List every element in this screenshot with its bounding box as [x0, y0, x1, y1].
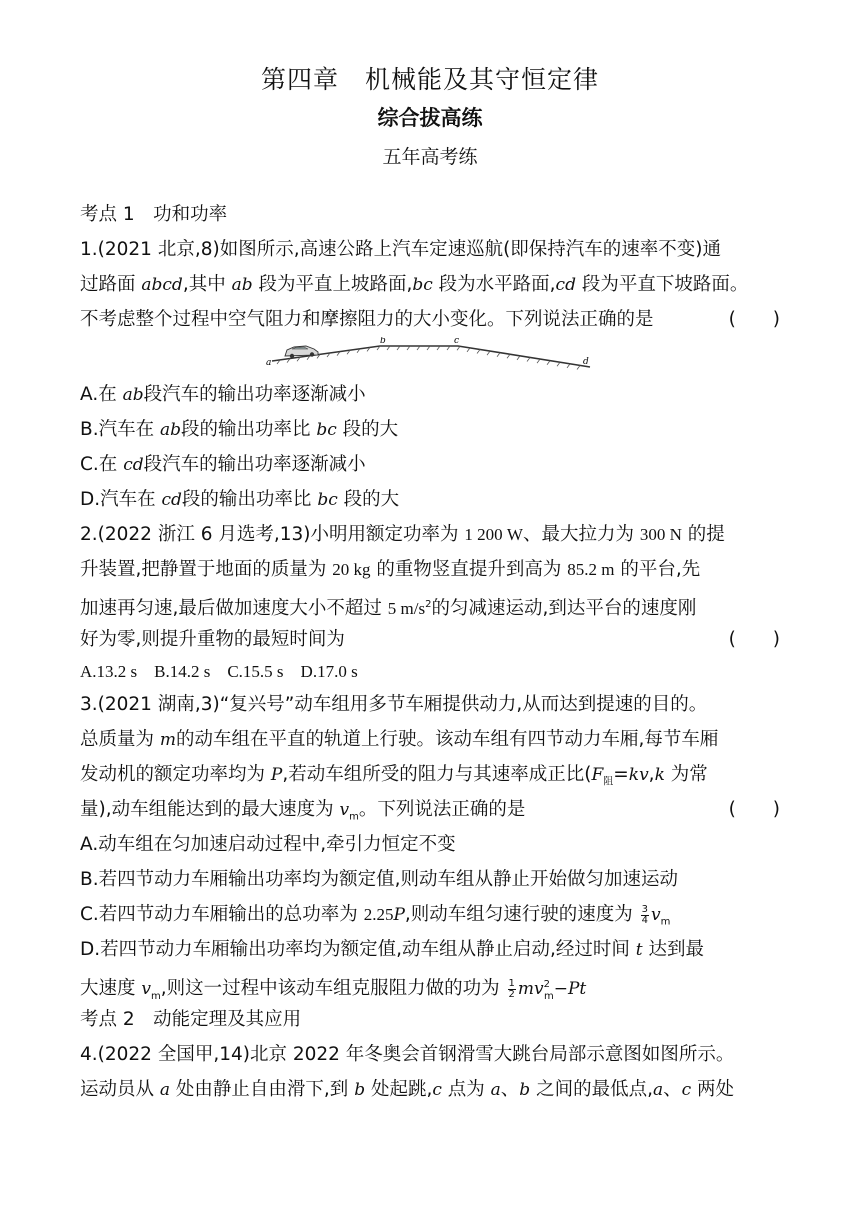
option-text: 段汽车的输出功率逐渐减小: [143, 384, 366, 405]
q2-value: 300 N: [639, 525, 682, 544]
q3-text: ,: [648, 764, 655, 785]
q2-sup: 2: [425, 599, 432, 610]
option-var: cd: [161, 490, 182, 510]
subsection-title: 五年高考练: [382, 146, 478, 168]
q4-text: 、: [500, 1079, 520, 1100]
option-text: 段的大: [336, 419, 399, 440]
q3-sub: m: [349, 811, 359, 823]
fraction-denominator: 2: [508, 988, 515, 1000]
q1-text: 段为水平路面,: [432, 274, 556, 295]
q4-text: 之间的最低点,: [530, 1079, 653, 1100]
q3-var: m: [159, 730, 177, 750]
q2-value: 1 200 W: [464, 525, 523, 544]
q3-option-b[interactable]: B.若四节动力车厢输出功率均为额定值,则动车组从静止开始做匀加速运动: [80, 869, 678, 890]
option-text: 大速度: [80, 978, 142, 1000]
q1-text: 段为平直下坡路面。: [575, 274, 749, 295]
option-text: D.若四节动力车厢输出功率均为额定值,动车组从静止启动,经过时间: [80, 939, 636, 960]
section-title: 综合拔高练: [377, 106, 483, 130]
q4-text: 两处: [691, 1079, 735, 1100]
q3-var: kv: [628, 765, 649, 785]
q1-line-2: [80, 267, 780, 302]
option-text: 段汽车的输出功率逐渐减小: [143, 454, 366, 475]
q1-var: bc: [412, 275, 433, 295]
q1-text: 不考虑整个过程中空气阻力和摩擦阻力的大小变化。下列说法正确的是: [80, 309, 654, 330]
road-surface: [272, 346, 590, 367]
fraction-denominator: 4: [641, 914, 649, 926]
option-var: ab: [159, 420, 181, 440]
q3-option-d-line-2[interactable]: [80, 967, 780, 1002]
q3-line-1: 3.(2021 湖南,3)“复兴号”动车组用多节车厢提供动力,从而达到提速的目的。: [80, 694, 708, 715]
point-b-label: b: [380, 337, 386, 346]
q4-var: a: [159, 1080, 171, 1100]
q3-text: 。下列说法正确的是: [358, 799, 526, 820]
q3-var: v: [339, 800, 350, 820]
q4-var: b: [519, 1080, 531, 1100]
q1-var: abcd: [141, 275, 183, 295]
q3-sub: 阻: [603, 776, 614, 788]
q1-line-1: 1.(2021 北京,8)如图所示,高速公路上汽车定速巡航(即保持汽车的速率不变)通: [80, 239, 722, 260]
q2-text: 升装置,把静置于地面的质量为: [80, 559, 333, 580]
q3-option-d-line-1[interactable]: [80, 932, 780, 967]
option-sup: 2: [543, 979, 550, 990]
q1-text: 段为平直上坡路面,: [252, 274, 413, 295]
q3-line-2: [80, 722, 780, 757]
q2-line-1: [80, 517, 780, 552]
option-text: A.在: [80, 384, 123, 405]
q3-var: k: [654, 765, 665, 785]
q2-value: 85.2 m: [567, 560, 615, 579]
q3-line-3: [80, 757, 780, 792]
q1-line-3: [80, 302, 780, 337]
q4-text: 点为: [441, 1079, 491, 1100]
option-var: ab: [122, 385, 144, 405]
q2-text: 、最大拉力为: [522, 524, 640, 545]
option-text: 段的输出功率比: [181, 419, 317, 440]
q1-option-c[interactable]: [80, 447, 780, 482]
option-text: 段的输出功率比: [181, 489, 318, 510]
q2-line-2: [80, 552, 780, 587]
q4-var: a: [652, 1080, 664, 1100]
option-text: 段的大: [337, 489, 400, 510]
q4-var: c: [681, 1080, 692, 1100]
q4-var: c: [432, 1080, 442, 1100]
option-var: bc: [317, 490, 338, 510]
point-c-label: c: [454, 337, 460, 346]
option-text: C.若四节动力车厢输出的总功率为: [80, 904, 364, 925]
q4-line-2: [80, 1072, 780, 1107]
q1-var: ab: [231, 275, 253, 295]
option-var: bc: [316, 420, 337, 440]
q3-var: P: [270, 765, 283, 785]
q4-var: b: [354, 1080, 366, 1100]
option-text: ,则动车组匀速行驶的速度为: [404, 904, 639, 925]
option-sub: m: [660, 916, 671, 928]
q4-text: 处由静止自由滑下,到: [170, 1079, 355, 1100]
q3-var: F: [591, 765, 604, 785]
option-var: mv: [517, 979, 544, 1000]
fraction-numerator: 1: [508, 977, 515, 989]
option-sub: m: [544, 990, 554, 1002]
q3-text: 发动机的额定功率均为: [80, 764, 271, 785]
chapter-title: 第四章 机械能及其守恒定律: [260, 65, 599, 94]
q1-option-a[interactable]: [80, 377, 780, 412]
q2-line-3: [80, 587, 780, 622]
answer-blank[interactable]: ( ): [728, 309, 780, 330]
option-text: C.在: [80, 454, 124, 475]
fraction-numerator: 3: [641, 903, 649, 915]
road-diagram: [80, 337, 780, 377]
q4-line-1: 4.(2022 全国甲,14)北京 2022 年冬奥会首钢滑雪大跳台局部示意图如图所示。: [80, 1044, 735, 1065]
q2-options[interactable]: [80, 657, 780, 687]
q4-text: 处起跳,: [365, 1079, 433, 1100]
q4-text: 运动员从: [80, 1079, 160, 1100]
q1-text: 过路面: [80, 274, 142, 295]
q1-option-b[interactable]: [80, 412, 780, 447]
content: [80, 197, 780, 1107]
q3-text: 的动车组在平直的轨道上行驶。该动车组有四节动力车厢,每节车厢: [176, 729, 719, 750]
q4-text: 、: [663, 1079, 682, 1100]
q3-option-a[interactable]: A.动车组在匀加速启动过程中,牵引力恒定不变: [80, 834, 456, 855]
q2-text: 的提: [681, 524, 725, 545]
q2-options-text: A.13.2 s B.14.2 s C.15.5 s D.17.0 s: [80, 662, 358, 681]
option-var: t: [635, 940, 643, 960]
q2-text: 好为零,则提升重物的最短时间为: [80, 629, 345, 650]
option-var: v: [651, 905, 661, 925]
fraction-three-quarters: [641, 905, 649, 926]
point-d-label: d: [583, 357, 589, 367]
q3-text: 为常: [664, 764, 708, 785]
q3-text: =: [613, 764, 629, 785]
option-text: 达到最: [642, 939, 705, 960]
q3-text: ,若动车组所受的阻力与其速率成正比(: [282, 764, 592, 785]
topic-1-heading: 考点 1 功和功率: [80, 204, 228, 225]
q2-text: 加速再匀速,最后做加速度大小不超过: [80, 598, 388, 620]
option-var: cd: [123, 455, 144, 475]
q2-text: 的平台,先: [614, 559, 701, 580]
q3-line-4: [80, 792, 780, 827]
option-sub: m: [151, 990, 161, 1002]
option-text: ,则这一过程中该动车组克服阻力做的功为: [160, 978, 506, 1000]
fraction-one-half: [508, 979, 516, 1000]
option-value: 2.25: [363, 905, 394, 924]
topic-2-heading: 考点 2 动能定理及其应用: [80, 1009, 302, 1030]
q2-text: 的匀减速运动,到达平台的速度刚: [431, 598, 697, 620]
q2-text: 的重物竖直提升到高为: [370, 559, 568, 580]
answer-blank[interactable]: ( ): [728, 799, 780, 820]
option-var: −Pt: [553, 979, 587, 1000]
q2-line-4: [80, 622, 780, 657]
q3-text: 量),动车组能达到的最大速度为: [80, 799, 340, 820]
q1-text: ,其中: [182, 274, 232, 295]
q3-text: 总质量为: [80, 729, 160, 750]
option-text: B.汽车在: [80, 419, 160, 440]
road-figure: [80, 337, 780, 377]
option-text: D.汽车在: [80, 489, 162, 510]
q2-value: 5 m/s: [387, 599, 426, 619]
option-var: v: [141, 979, 151, 1000]
answer-blank[interactable]: ( ): [728, 629, 780, 650]
option-var: P: [393, 905, 405, 925]
q2-value: 20 kg: [332, 560, 371, 579]
q1-var: cd: [555, 275, 576, 295]
q4-var: a: [490, 1080, 501, 1100]
q3-option-c[interactable]: [80, 897, 780, 932]
point-a-label: a: [266, 358, 272, 368]
q1-option-d[interactable]: [80, 482, 780, 517]
q2-text: 2.(2022 浙江 6 月选考,13)小明用额定功率为: [80, 524, 465, 545]
